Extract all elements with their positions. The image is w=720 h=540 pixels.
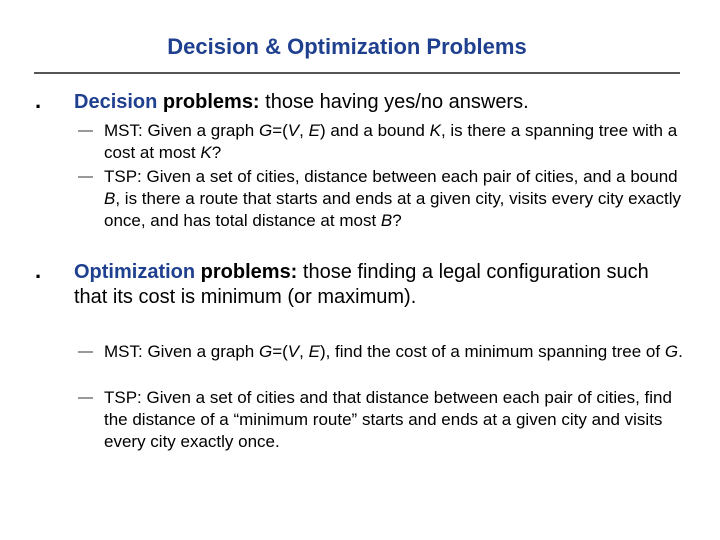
sub-bullet-marker: —: [78, 389, 93, 406]
sub-bullet-marker: —: [78, 168, 93, 185]
optimization-tsp-item: TSP: Given a set of cities and that distance between each pair of cities, find the distance of a “minimum route” starts and ends at a given city and visits every city exactly once.: [104, 388, 672, 451]
bullet-marker: .: [35, 88, 42, 113]
decision-mst-item: MST: Given a graph G=(V, E) and a bound K, is there a spanning tree with a cost at most K?: [104, 121, 678, 162]
title-divider: [34, 72, 680, 74]
decision-heading: Decision problems: those having yes/no answers.: [74, 91, 529, 113]
slide-title: Decision & Optimization Problems: [167, 34, 527, 59]
optimization-heading: Optimization problems: those finding a legal configuration such that its cost is minimum (or maximum).: [74, 261, 649, 308]
bullet-marker: .: [35, 258, 42, 283]
decision-tsp-item: TSP: Given a set of cities, distance between each pair of cities, and a bound B, is there a route that starts and ends at a given city, visits every city exactly once, and has total distance at most B?: [104, 167, 682, 230]
optimization-keyword: Optimization: [74, 261, 196, 283]
optimization-mst-item: MST: Given a graph G=(V, E), find the cost of a minimum spanning tree of G.: [104, 342, 683, 361]
sub-bullet-marker: —: [78, 343, 93, 360]
sub-bullet-marker: —: [78, 122, 93, 139]
decision-keyword: Decision: [74, 91, 158, 113]
